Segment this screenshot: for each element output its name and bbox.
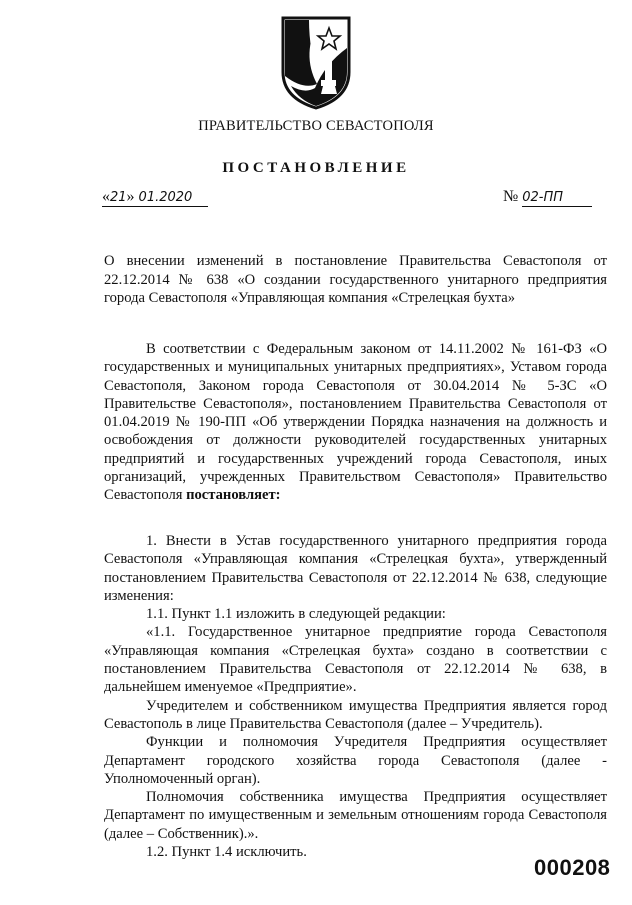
decree-body [104, 532, 607, 861]
clause-1-1-owner: Полномочия собственника имущества Предприятия осуществляет Департамент по имущественным и земельным отношениям города Севастополя (далее – Собственник).». [104, 789, 607, 842]
preamble-text: В соответствии с Федеральным законом от 14.11.2002 № 161-ФЗ «О государственных и муниципальных унитарных предприятиях», Уставом города Севастополя, Законом города Севастополя от 30.04.2014 № 5-ЗС «О Правительстве Севастополя», постановлением Правительства Севастополя от 01.04.2019 № 190-ПП «Об утверждении Порядка назначения на должность и освобождения от должности руководителей государственных унитарных предприятий и государственных учреждений города Севастополя, иных организаций, учрежденных Правительством Севастополя» Правительство Севастополя [104, 341, 607, 504]
clause-1-1: 1.1. Пункт 1.1 изложить в следующей редакции: [146, 606, 446, 623]
clause-1-1-functions: Функции и полномочия Учредителя Предприятия осуществляет Департамент городского хозяйства города Севастополя (далее - Уполномоченный орган). [104, 734, 607, 787]
serial-number: 000208 [534, 855, 611, 880]
organization-name: ПРАВИТЕЛЬСТВО СЕВАСТОПОЛЯ [198, 118, 434, 134]
preamble-decree-word: постановляет: [186, 487, 281, 504]
sevastopol-coat-of-arms-icon [279, 14, 353, 110]
clause-1: 1. Внести в Устав государственного унитарного предприятия города Севастополя «Управляющая компания «Стрелецкая бухта», утвержденный постановлением Правительства Севастополя от 22.12.2014 № 638, следующие изменения: [104, 533, 607, 604]
clause-1-1-text: «1.1. Государственное унитарное предприятие города Севастополя «Управляющая компания «Стрелецкая бухта» создано в соответствии с постановлением Правительства Севастополя от 22.12.2014 № 638, в дальнейшем именуемое «Предприятие». [104, 624, 607, 696]
number-value: 02-ПП [522, 190, 564, 205]
document-type-heading: ПОСТАНОВЛЕНИЕ [222, 160, 410, 176]
clause-1-1-founder: Учредителем и собственником имущества Предприятия является город Севастополь в лице Правительства Севастополя (далее – Учредитель). [104, 697, 607, 732]
number-prefix: № [503, 188, 519, 205]
preamble-paragraph [104, 340, 607, 505]
clause-1-2: 1.2. Пункт 1.4 исключить. [146, 844, 307, 861]
document-title: О внесении изменений в постановление Правительства Севастополя от 22.12.2014 № 638 «О создании государственного унитарного предприятия города Севастополя «Управляющая компания «Стрелецкая бухта» [104, 253, 607, 306]
date-open-quote: « [102, 188, 110, 205]
document-date [102, 188, 208, 207]
date-field [102, 189, 208, 207]
document-number [503, 188, 592, 207]
date-month-year: 01.2020 [138, 190, 193, 205]
number-field [522, 189, 592, 207]
date-close-quote: » [126, 188, 135, 205]
date-day: 21 [110, 190, 127, 205]
